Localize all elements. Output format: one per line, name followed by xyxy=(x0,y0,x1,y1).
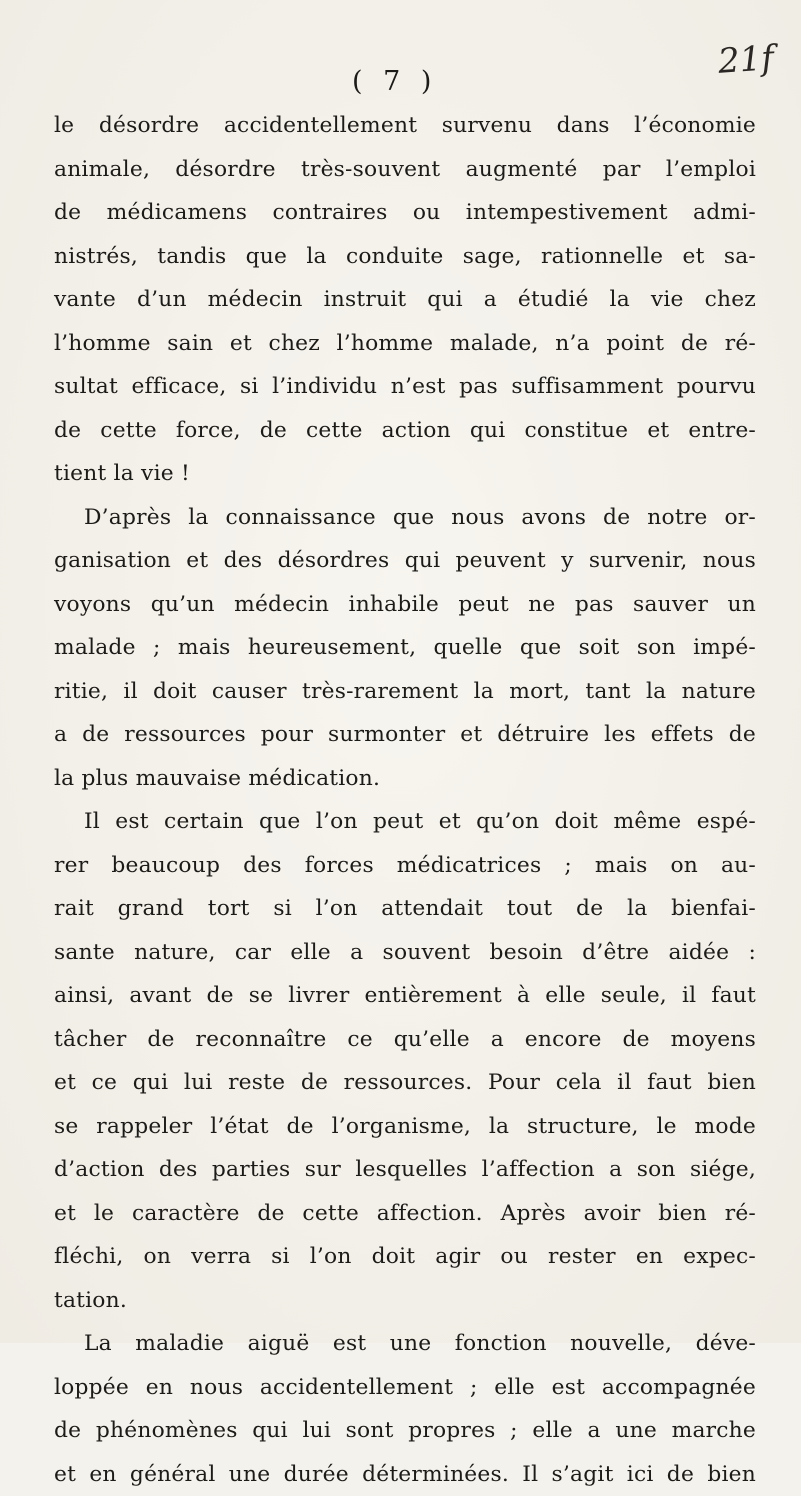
text-line: et ce qui lui reste de ressources. Pour cela il faut bien xyxy=(54,1061,756,1105)
text-line: vante d’un médecin instruit qui a étudié la vie chez xyxy=(54,278,756,322)
text-line: nistrés, tandis que la conduite sage, rationnelle et sa- xyxy=(54,235,756,279)
text-line: a de ressources pour surmonter et détruire les effets de xyxy=(54,713,756,757)
text-line: se rappeler l’état de l’organisme, la structure, le mode xyxy=(54,1105,756,1149)
paragraph-start-line: La maladie aiguë est une fonction nouvelle, déve- xyxy=(54,1322,756,1366)
text-line: et le caractère de cette affection. Après avoir bien ré- xyxy=(54,1192,756,1236)
paragraph-start-line: D’après la connaissance que nous avons de notre or- xyxy=(54,496,756,540)
text-line: animale, désordre très-souvent augmenté par l’emploi xyxy=(54,148,756,192)
text-line: tient la vie ! xyxy=(54,452,756,496)
text-line: loppée en nous accidentellement ; elle est accompagnée xyxy=(54,1366,756,1410)
text-line: de phénomènes qui lui sont propres ; elle a une marche xyxy=(54,1409,756,1453)
text-line: de cette force, de cette action qui constitue et entre- xyxy=(54,409,756,453)
text-line: l’homme sain et chez l’homme malade, n’a point de ré- xyxy=(54,322,756,366)
text-line: la plus mauvaise médication. xyxy=(54,757,756,801)
paragraph-start-line: Il est certain que l’on peut et qu’on doit même espé- xyxy=(54,800,756,844)
text-line: voyons qu’un médecin inhabile peut ne pas sauver un xyxy=(54,583,756,627)
page-number: ( 7 ) xyxy=(352,66,437,97)
text-line: sultat efficace, si l’individu n’est pas suffisamment pourvu xyxy=(54,365,756,409)
text-line: sante nature, car elle a souvent besoin d’être aidée : xyxy=(54,931,756,975)
text-line: d’action des parties sur lesquelles l’affection a son siége, xyxy=(54,1148,756,1192)
text-line: rait grand tort si l’on attendait tout de la bienfai- xyxy=(54,887,756,931)
text-line: tation. xyxy=(54,1279,756,1323)
text-line: de médicamens contraires ou intempestivement admi- xyxy=(54,191,756,235)
text-line: et en général une durée déterminées. Il s’agit ici de bien xyxy=(54,1453,756,1496)
text-line: ganisation et des désordres qui peuvent y survenir, nous xyxy=(54,539,756,583)
text-line: tâcher de reconnaître ce qu’elle a encore de moyens xyxy=(54,1018,756,1062)
text-line: malade ; mais heureusement, quelle que soit son impé- xyxy=(54,626,756,670)
text-line: ritie, il doit causer très-rarement la mort, tant la nature xyxy=(54,670,756,714)
text-line: ainsi, avant de se livrer entièrement à elle seule, il faut xyxy=(54,974,756,1018)
text-line: rer beaucoup des forces médicatrices ; mais on au- xyxy=(54,844,756,888)
text-line: le désordre accidentellement survenu dans l’économie xyxy=(54,104,756,148)
handwritten-note: 21f xyxy=(717,38,776,82)
text-line: fléchi, on verra si l’on doit agir ou rester en expec- xyxy=(54,1235,756,1279)
body-text xyxy=(54,104,756,1496)
